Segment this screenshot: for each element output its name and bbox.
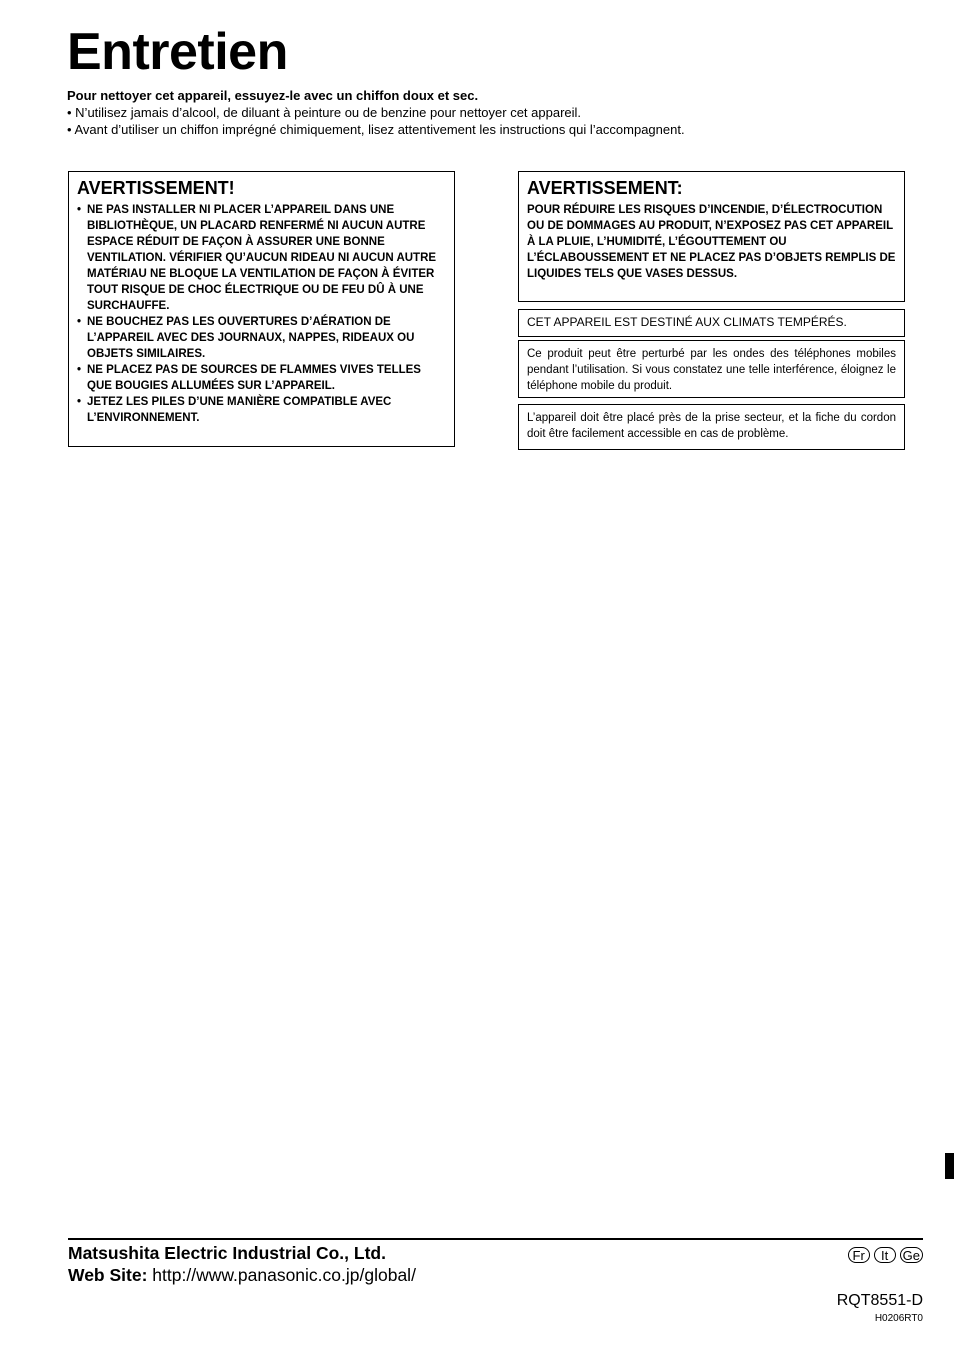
warning-item: • NE BOUCHEZ PAS LES OUVERTURES D’AÉRATION DE L’APPAREIL AVEC DES JOURNAUX, NAPPES, RIDEAUX OU OBJETS SIMILAIRES.	[77, 314, 446, 362]
warning-item: • JETEZ LES PILES D’UNE MANIÈRE COMPATIBLE AVEC L’ENVIRONNEMENT.	[77, 394, 446, 426]
climate-note: CET APPAREIL EST DESTINÉ AUX CLIMATS TEMPÉRÉS.	[518, 309, 905, 337]
warning-item: • NE PAS INSTALLER NI PLACER L’APPAREIL DANS UNE BIBLIOTHÈQUE, UN PLACARD RENFERMÉ NI AUCUN AUTRE ESPACE RÉDUIT DE FAÇON À ASSURER UNE BONNE VENTILATION. VÉRIFIER QU’AUCUN RIDEAU NI AUCUN AUTRE MATÉRIAU NE BLOQUE LA VENTILATION DE FAÇON À ÉVITER TOUT RISQUE DE CHOC ÉLECTRIQUE OU DE FEU DÛ À UNE SURCHAUFFE.	[77, 202, 446, 314]
document-code: RQT8551-D	[836, 1292, 923, 1309]
company-name: Matsushita Electric Industrial Co., Ltd.	[68, 1243, 386, 1263]
website-line	[68, 1265, 416, 1286]
website-label: Web Site:	[68, 1265, 148, 1285]
language-badge: Ge	[900, 1247, 923, 1263]
intro-lead: Pour nettoyer cet appareil, essuyez-le avec un chiffon doux et sec.	[67, 88, 479, 103]
website-url: http://www.panasonic.co.jp/global/	[152, 1265, 416, 1285]
mobile-phone-note: Ce produit peut être perturbé par les ondes des téléphones mobiles pendant l’utilisation. Si vous constatez une telle interférence, éloignez le téléphone mobile du produit.	[518, 340, 905, 398]
intro-section	[67, 87, 917, 138]
language-badge: Fr	[848, 1247, 870, 1263]
warning-list	[77, 202, 446, 426]
footer-divider	[68, 1238, 923, 1240]
power-plug-note: L’appareil doit être placé près de la prise secteur, et la fiche du cordon doit être facilement accessible en cas de problème.	[518, 404, 905, 450]
side-index-tab	[945, 1153, 954, 1179]
warning-heading: AVERTISSEMENT:	[527, 178, 683, 198]
intro-bullet: • N’utilisez jamais d’alcool, de diluant à peinture ou de benzine pour nettoyer cet appareil.	[67, 105, 582, 120]
page-title: Entretien	[67, 23, 288, 81]
warning-heading: AVERTISSEMENT!	[77, 178, 235, 198]
language-badges	[848, 1247, 923, 1263]
warning-box-right	[518, 171, 905, 302]
intro-bullet: • Avant d’utiliser un chiffon imprégné chimiquement, lisez attentivement les instructions qui l’accompagnent.	[67, 122, 685, 137]
language-badge: It	[874, 1247, 896, 1263]
warning-item: • NE PLACEZ PAS DE SOURCES DE FLAMMES VIVES TELLES QUE BOUGIES ALLUMÉES SUR L’APPAREIL.	[77, 362, 446, 394]
warning-text: POUR RÉDUIRE LES RISQUES D’INCENDIE, D’ÉLECTROCUTION OU DE DOMMAGES AU PRODUIT, N’EXPOSEZ PAS CET APPAREIL À LA PLUIE, L’HUMIDITÉ, L’ÉGOUTTEMENT OU L’ÉCLABOUSSEMENT ET NE PLACEZ PAS D’OBJETS REMPLIS DE LIQUIDES TELS QUE VASES DESSUS.	[527, 204, 896, 280]
warning-box-left	[68, 171, 455, 447]
print-code: H0206RT0	[874, 1313, 923, 1324]
